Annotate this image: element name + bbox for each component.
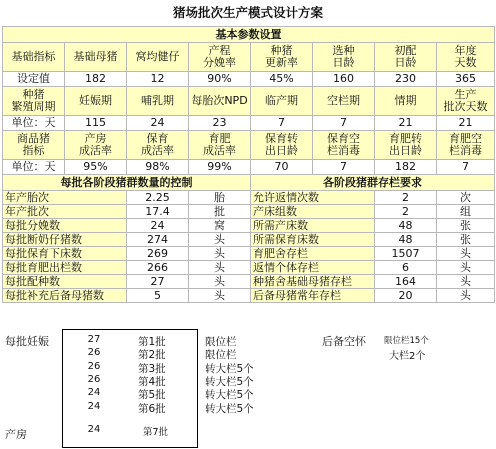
param-label bbox=[437, 87, 495, 116]
quantity-unit: 头 bbox=[189, 247, 251, 261]
quantity-label: 每批断奶仔猪数 bbox=[3, 233, 127, 247]
param-label bbox=[251, 43, 313, 72]
stock-label: 种猪舍基础母猪存栏 bbox=[251, 275, 375, 289]
stock-unit: 组 bbox=[437, 205, 495, 219]
control-row bbox=[3, 289, 495, 303]
stock-value: 164 bbox=[375, 275, 437, 289]
pen-type: 转大栏5个 bbox=[205, 362, 254, 375]
stock-label: 后备母猪常年存栏 bbox=[251, 289, 375, 303]
param-label bbox=[437, 131, 495, 160]
param-value: 70 bbox=[251, 160, 313, 175]
backup-empty-label: 后备空怀 bbox=[322, 335, 366, 348]
quantity-label: 每批配种数 bbox=[3, 275, 127, 289]
param-value: 21 bbox=[437, 116, 495, 131]
param-label-line: 基础指标 bbox=[11, 50, 56, 63]
param-label bbox=[127, 87, 189, 116]
control-row bbox=[3, 247, 495, 261]
stock-label: 所需保育床数 bbox=[251, 233, 375, 247]
quantity-label: 年产批次 bbox=[3, 205, 127, 219]
quantity-unit: 窝 bbox=[189, 219, 251, 233]
row-unit-label: 单位：天 bbox=[3, 116, 65, 131]
param-label-line: 生产 bbox=[454, 88, 477, 101]
stock-unit: 头 bbox=[437, 261, 495, 275]
param-label-line: 成活率 bbox=[203, 144, 236, 157]
param-label bbox=[65, 43, 127, 72]
param-label-line: 产程 bbox=[208, 44, 231, 57]
quantity-label: 每批育肥出栏数 bbox=[3, 261, 127, 275]
control-row bbox=[3, 275, 495, 289]
param-label-line: 更新率 bbox=[265, 56, 298, 69]
param-label bbox=[313, 87, 375, 116]
param-label bbox=[375, 43, 437, 72]
control-row bbox=[3, 233, 495, 247]
backup-pen-line1: 限位栏15个 bbox=[384, 336, 429, 346]
param-label-line: 指标 bbox=[22, 144, 45, 157]
quantity-unit: 头 bbox=[189, 261, 251, 275]
param-label bbox=[313, 131, 375, 160]
param-label-line: 商品猪 bbox=[17, 132, 50, 145]
stock-header: 各阶段猪群存栏要求 bbox=[251, 175, 495, 191]
param-label bbox=[127, 131, 189, 160]
param-value: 115 bbox=[65, 116, 127, 131]
quantity-value: 269 bbox=[127, 247, 189, 261]
stock-value: 2 bbox=[375, 205, 437, 219]
param-label-line: 成活率 bbox=[79, 144, 112, 157]
control-row bbox=[3, 191, 495, 205]
value-row bbox=[3, 160, 495, 175]
parameter-table bbox=[2, 26, 495, 303]
param-label-line: 空栏期 bbox=[327, 94, 360, 107]
param-label bbox=[3, 43, 65, 72]
quantity-header: 每批各阶段猪群数量的控制 bbox=[3, 175, 251, 191]
stock-label: 所需产床数 bbox=[251, 219, 375, 233]
page-title: 猪场批次生产模式设计方案 bbox=[172, 5, 323, 20]
stock-unit: 次 bbox=[437, 191, 495, 205]
param-label-line: 天数 bbox=[454, 56, 477, 69]
param-label bbox=[65, 87, 127, 116]
param-label-line: 成活率 bbox=[141, 144, 174, 157]
param-label bbox=[189, 43, 251, 72]
quantity-label: 每批分娩数 bbox=[3, 219, 127, 233]
param-label-line: 种猪 bbox=[22, 88, 45, 101]
param-value: 21 bbox=[375, 116, 437, 131]
quantity-value: 17.4 bbox=[127, 205, 189, 219]
param-label bbox=[3, 131, 65, 160]
quantity-value: 27 bbox=[127, 275, 189, 289]
row-unit-label: 设定值 bbox=[3, 72, 65, 87]
quantity-value: 266 bbox=[127, 261, 189, 275]
param-label-line: 繁殖周期 bbox=[11, 100, 56, 113]
pen-type: 限位栏 bbox=[205, 336, 237, 348]
param-value: 230 bbox=[375, 72, 437, 87]
param-label-line: 分娩率 bbox=[203, 56, 236, 69]
param-label-line: 批次天数 bbox=[443, 100, 488, 113]
param-value: 7 bbox=[313, 116, 375, 131]
quantity-unit: 批 bbox=[189, 205, 251, 219]
param-label bbox=[3, 87, 65, 116]
param-label-line: 选种 bbox=[332, 44, 355, 57]
param-label bbox=[189, 87, 251, 116]
stock-label: 允许返情次数 bbox=[251, 191, 375, 205]
param-label-line: 种猪 bbox=[270, 44, 293, 57]
param-label-line: 育肥转 bbox=[389, 132, 422, 145]
section-header-row bbox=[3, 27, 495, 43]
param-label-line: 初配 bbox=[394, 44, 417, 57]
param-label bbox=[251, 131, 313, 160]
param-label bbox=[189, 131, 251, 160]
pen-type: 转大栏5个 bbox=[205, 375, 254, 388]
param-value: 23 bbox=[189, 116, 251, 131]
batch-name: 第5批 bbox=[138, 389, 166, 402]
pen-type: 转大栏5个 bbox=[205, 402, 254, 415]
batch-name: 第2批 bbox=[138, 349, 166, 362]
backup-pen-line2: 大栏2个 bbox=[389, 351, 426, 362]
param-label-line: 基础母猪 bbox=[73, 50, 118, 63]
farrow-count: 24 bbox=[87, 424, 101, 435]
param-value: 98% bbox=[127, 160, 189, 175]
section-header: 基本参数设置 bbox=[3, 27, 495, 43]
quantity-unit: 胎 bbox=[189, 191, 251, 205]
stock-label: 育肥舍存栏 bbox=[251, 247, 375, 261]
param-value: 45% bbox=[251, 72, 313, 87]
pregnant-label: 每批妊娠 bbox=[5, 335, 49, 348]
batch-count: 24 bbox=[87, 387, 101, 399]
stock-value: 48 bbox=[375, 233, 437, 247]
param-value: 99% bbox=[189, 160, 251, 175]
farrow-label: 产房 bbox=[5, 428, 27, 441]
param-value: 90% bbox=[189, 72, 251, 87]
value-row bbox=[3, 72, 495, 87]
quantity-value: 24 bbox=[127, 219, 189, 233]
param-label bbox=[127, 43, 189, 72]
param-label-line: 产房 bbox=[84, 132, 107, 145]
quantity-value: 2.25 bbox=[127, 191, 189, 205]
param-value: 160 bbox=[313, 72, 375, 87]
param-value: 24 bbox=[127, 116, 189, 131]
stock-unit: 头 bbox=[437, 289, 495, 303]
stock-label: 产床组数 bbox=[251, 205, 375, 219]
param-label-line: 栏消毒 bbox=[327, 144, 360, 157]
param-label-line: 每胎次NPD bbox=[191, 94, 248, 107]
batch-count: 26 bbox=[87, 360, 101, 372]
param-label-line: 年度 bbox=[454, 44, 477, 57]
param-label bbox=[251, 87, 313, 116]
param-value: 7 bbox=[313, 160, 375, 175]
param-value: 182 bbox=[65, 72, 127, 87]
stock-unit: 张 bbox=[437, 233, 495, 247]
param-label bbox=[65, 131, 127, 160]
batch-name: 第6批 bbox=[138, 402, 166, 415]
batch-name: 第3批 bbox=[138, 362, 166, 375]
farrow-batch: 第7批 bbox=[143, 427, 169, 438]
control-row bbox=[3, 261, 495, 275]
param-label-line: 情期 bbox=[394, 94, 417, 107]
stock-value: 6 bbox=[375, 261, 437, 275]
param-label bbox=[437, 43, 495, 72]
pen-type: 转大栏5个 bbox=[205, 389, 254, 402]
param-label bbox=[375, 131, 437, 160]
label-row bbox=[3, 87, 495, 116]
control-row bbox=[3, 219, 495, 233]
param-value: 12 bbox=[127, 72, 189, 87]
label-row bbox=[3, 43, 495, 72]
param-label-line: 保育空 bbox=[327, 132, 360, 145]
param-label-line: 保育转 bbox=[265, 132, 298, 145]
quantity-value: 274 bbox=[127, 233, 189, 247]
stock-value: 1507 bbox=[375, 247, 437, 261]
pen-type: 限位栏 bbox=[205, 349, 237, 362]
param-label-line: 保育 bbox=[146, 132, 169, 145]
param-label-line: 栏消毒 bbox=[449, 144, 482, 157]
value-row bbox=[3, 116, 495, 131]
row-unit-label: 单位：天 bbox=[3, 160, 65, 175]
stock-unit: 头 bbox=[437, 247, 495, 261]
batch-name: 第1批 bbox=[138, 336, 166, 348]
stock-unit: 头 bbox=[437, 275, 495, 289]
quantity-label: 每批保育下床数 bbox=[3, 247, 127, 261]
param-label-line: 哺乳期 bbox=[141, 94, 174, 107]
param-value: 7 bbox=[437, 160, 495, 175]
batch-count: 24 bbox=[87, 400, 101, 412]
quantity-value: 5 bbox=[127, 289, 189, 303]
param-label-line: 日龄 bbox=[332, 56, 355, 69]
param-label-line: 临产期 bbox=[265, 94, 298, 107]
stock-unit: 张 bbox=[437, 219, 495, 233]
param-value: 7 bbox=[251, 116, 313, 131]
param-label-line: 育肥空 bbox=[449, 132, 482, 145]
param-label bbox=[375, 87, 437, 116]
param-label-line: 日龄 bbox=[394, 56, 417, 69]
batch-count: 26 bbox=[87, 373, 101, 385]
param-label-line: 窝均健仔 bbox=[135, 50, 180, 63]
param-value: 95% bbox=[65, 160, 127, 175]
stock-value: 20 bbox=[375, 289, 437, 303]
batch-count: 27 bbox=[87, 334, 101, 345]
param-label-line: 妊娠期 bbox=[79, 94, 112, 107]
param-label bbox=[313, 43, 375, 72]
batch-count: 26 bbox=[87, 347, 101, 359]
stock-value: 2 bbox=[375, 191, 437, 205]
stock-label: 返情个体存栏 bbox=[251, 261, 375, 275]
quantity-unit: 头 bbox=[189, 275, 251, 289]
stock-value: 48 bbox=[375, 219, 437, 233]
control-header-row bbox=[3, 175, 495, 191]
param-label-line: 出日龄 bbox=[389, 144, 422, 157]
param-value: 365 bbox=[437, 72, 495, 87]
quantity-label: 每批补充后备母猪数 bbox=[3, 289, 127, 303]
param-label-line: 出日龄 bbox=[265, 144, 298, 157]
param-value: 182 bbox=[375, 160, 437, 175]
quantity-unit: 头 bbox=[189, 233, 251, 247]
control-row bbox=[3, 205, 495, 219]
quantity-unit: 头 bbox=[189, 289, 251, 303]
batch-name: 第4批 bbox=[138, 375, 166, 388]
quantity-label: 年产胎次 bbox=[3, 191, 127, 205]
param-label-line: 育肥 bbox=[208, 132, 231, 145]
label-row bbox=[3, 131, 495, 160]
